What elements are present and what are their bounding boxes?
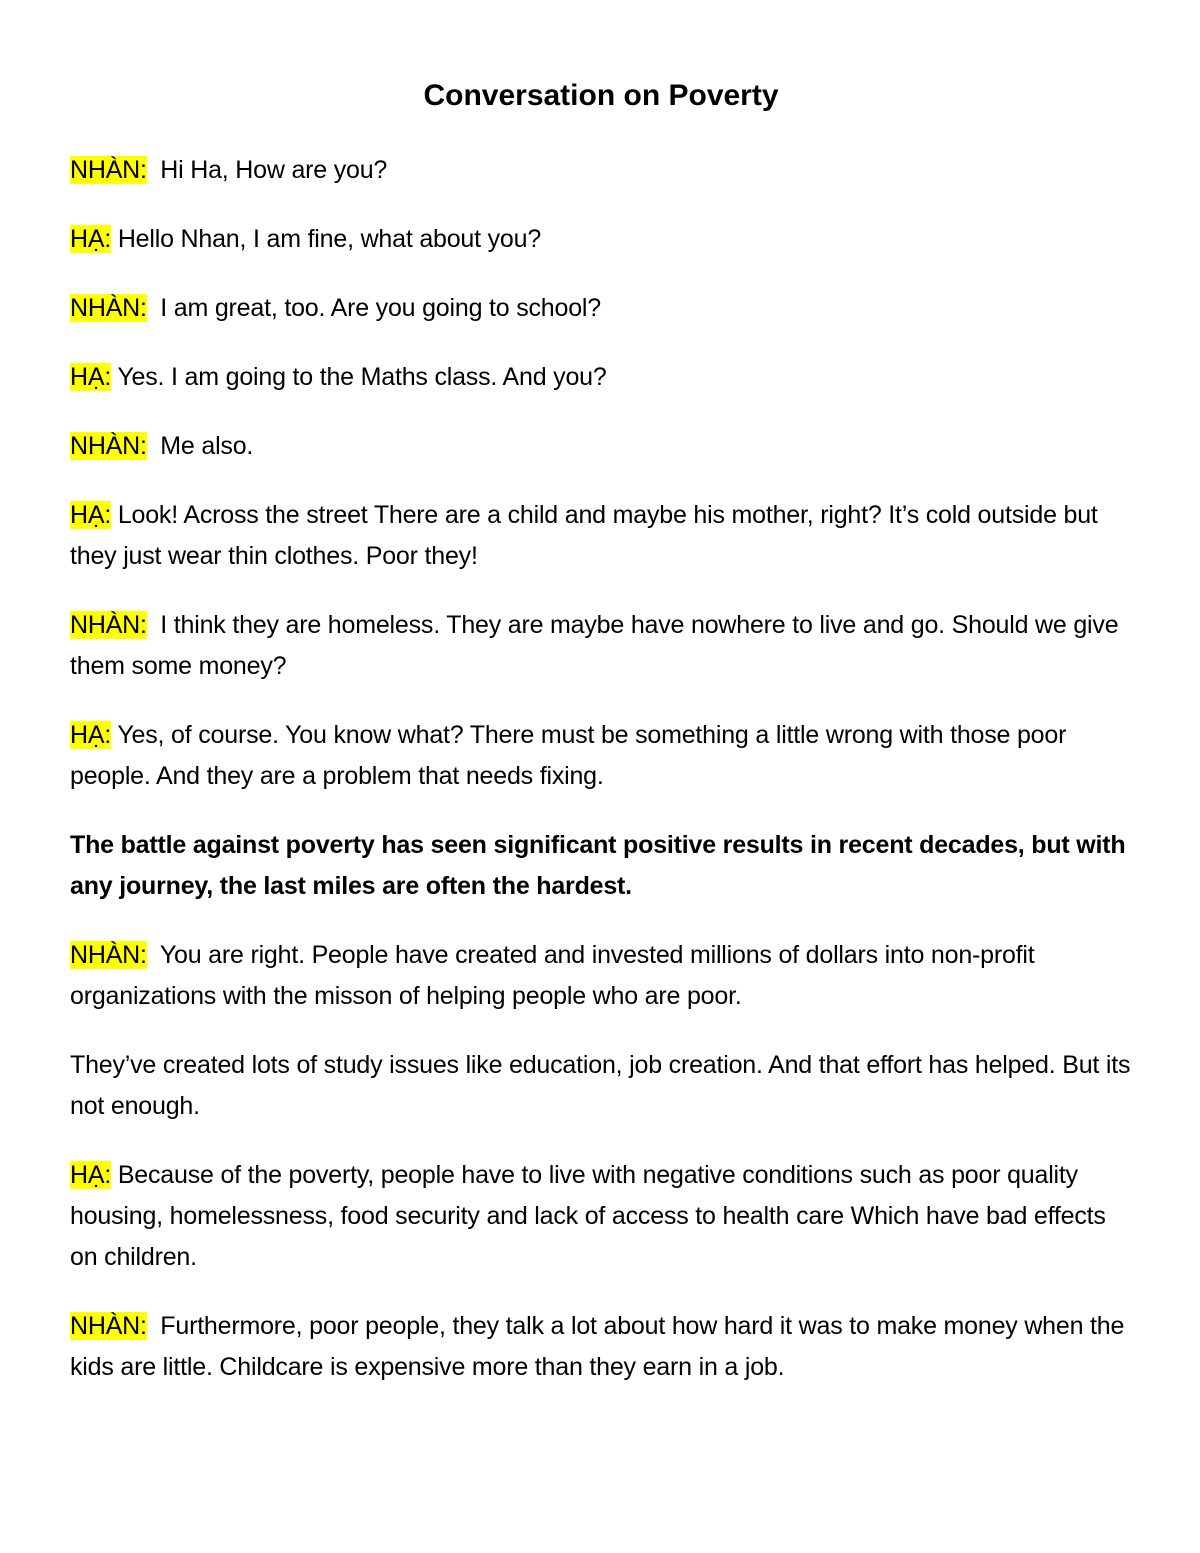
speaker-label-ha: HẠ: [70,721,112,749]
dialogue-line-9 [70,935,1132,1017]
dialogue-text: I am great, too. Are you going to school? [146,294,601,322]
speaker-label-nhan: NHÀN: [70,432,147,460]
dialogue-text: Hi Ha, How are you? [146,156,388,184]
speaker-label-nhan: NHÀN: [70,611,147,639]
dialogue-text: Hello Nhan, I am fine, what about you? [111,225,542,253]
dialogue-line-6 [70,495,1132,577]
speaker-label-ha: HẠ: [70,225,112,253]
dialogue-text: Me also. [146,432,254,460]
speaker-label-nhan: NHÀN: [70,941,147,969]
dialogue-line-2 [70,219,1132,260]
dialogue-line-4 [70,357,1132,398]
speaker-label-nhan: NHÀN: [70,294,147,322]
speaker-label-ha: HẠ: [70,501,112,529]
speaker-label-ha: HẠ: [70,1161,112,1189]
dialogue-line-1 [70,150,1132,191]
dialogue-text: Yes, of course. You know what? There must be something a little wrong with those poor people. And they are a problem that needs fixing. [70,721,1073,790]
dialogue-line-7 [70,605,1132,687]
speaker-label-nhan: NHÀN: [70,156,147,184]
dialogue-line-11 [70,1306,1132,1388]
document-title: Conversation on Poverty [423,79,779,112]
dialogue-line-3 [70,288,1132,329]
dialogue-line-10 [70,1155,1132,1278]
narration-paragraph: The battle against poverty has seen significant positive results in recent decades, but with any journey, the last miles are often the hardest. [70,831,1126,900]
dialogue-text: Furthermore, poor people, they talk a lot about how hard it was to make money when the kids are little. Childcare is expensive more than they earn in a job. [70,1312,1131,1381]
speaker-label-ha: HẠ: [70,363,112,391]
dialogue-continuation: They’ve created lots of study issues like education, job creation. And that effort has helped. But its not enough. [70,1051,1131,1120]
dialogue-text: Because of the poverty, people have to live with negative conditions such as poor quality housing, homelessness, food security and lack of access to health care Which have bad effects on children. [70,1161,1113,1271]
dialogue-text: Look! Across the street There are a child and maybe his mother, right? It’s cold outside but they just wear thin clothes. Poor they! [70,501,1105,570]
dialogue-text: You are right. People have created and invested millions of dollars into non-profit organizations with the misson of helping people who are poor. [70,941,1042,1010]
dialogue-text: Yes. I am going to the Maths class. And you? [111,363,607,391]
dialogue-text: I think they are homeless. They are maybe have nowhere to live and go. Should we give them some money? [70,611,1126,680]
speaker-label-nhan: NHÀN: [70,1312,147,1340]
dialogue-line-5 [70,426,1132,467]
dialogue-line-8 [70,715,1132,797]
document-page [70,76,1132,1416]
